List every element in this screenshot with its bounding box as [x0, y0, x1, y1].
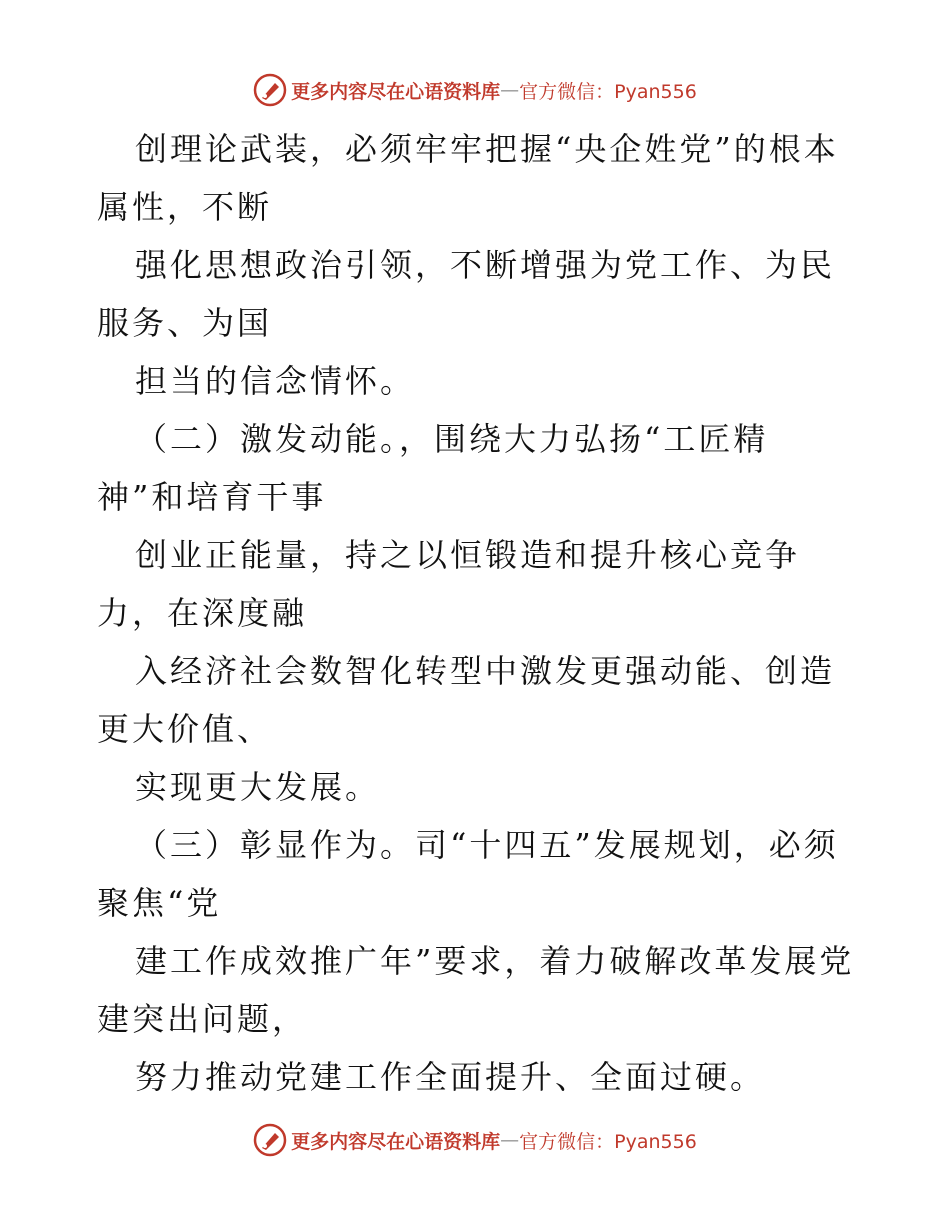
body-line: 建工作成效推广年”要求，着力破解改革发展党建突出问题， — [97, 942, 855, 1038]
pen-nib-logo-icon — [253, 73, 287, 107]
body-line: 入经济社会数智化转型中激发更强动能、创造更大价值、 — [97, 652, 836, 748]
banner-separator: — — [500, 79, 520, 101]
body-line: 担当的信念情怀。 — [135, 362, 416, 400]
pen-nib-logo-icon — [253, 1123, 287, 1157]
document-body — [97, 120, 857, 1106]
banner-separator: — — [500, 1129, 520, 1151]
body-line: 创理论武装，必须牢牢把握“央企姓党”的根本属性，不断 — [97, 130, 839, 226]
body-line: 实现更大发展。 — [135, 768, 381, 806]
banner-weixin-label: 官方微信：Pyan556 — [519, 1130, 697, 1153]
footer-watermark-banner — [0, 1120, 950, 1160]
body-line: 努力推动党建工作全面提升、全面过硬。 — [135, 1058, 766, 1096]
body-line: 强化思想政治引领，不断增强为党工作、为民服务、为国 — [97, 246, 836, 342]
header-watermark-banner — [0, 70, 950, 110]
body-line: （二）激发动能。，围绕大力弘扬“工匠精 神”和培育干事 — [97, 420, 769, 516]
body-line: 创业正能量，持之以恒锻造和提升核心竞争力，在深度融 — [97, 536, 801, 632]
body-line: （三）彰显作为。司“十四五”发展规划，必须聚焦“党 — [97, 826, 839, 922]
banner-main-text: 更多内容尽在心语资料库 — [291, 1130, 501, 1153]
banner-weixin-label: 官方微信：Pyan556 — [519, 80, 697, 103]
banner-main-text: 更多内容尽在心语资料库 — [291, 80, 501, 103]
